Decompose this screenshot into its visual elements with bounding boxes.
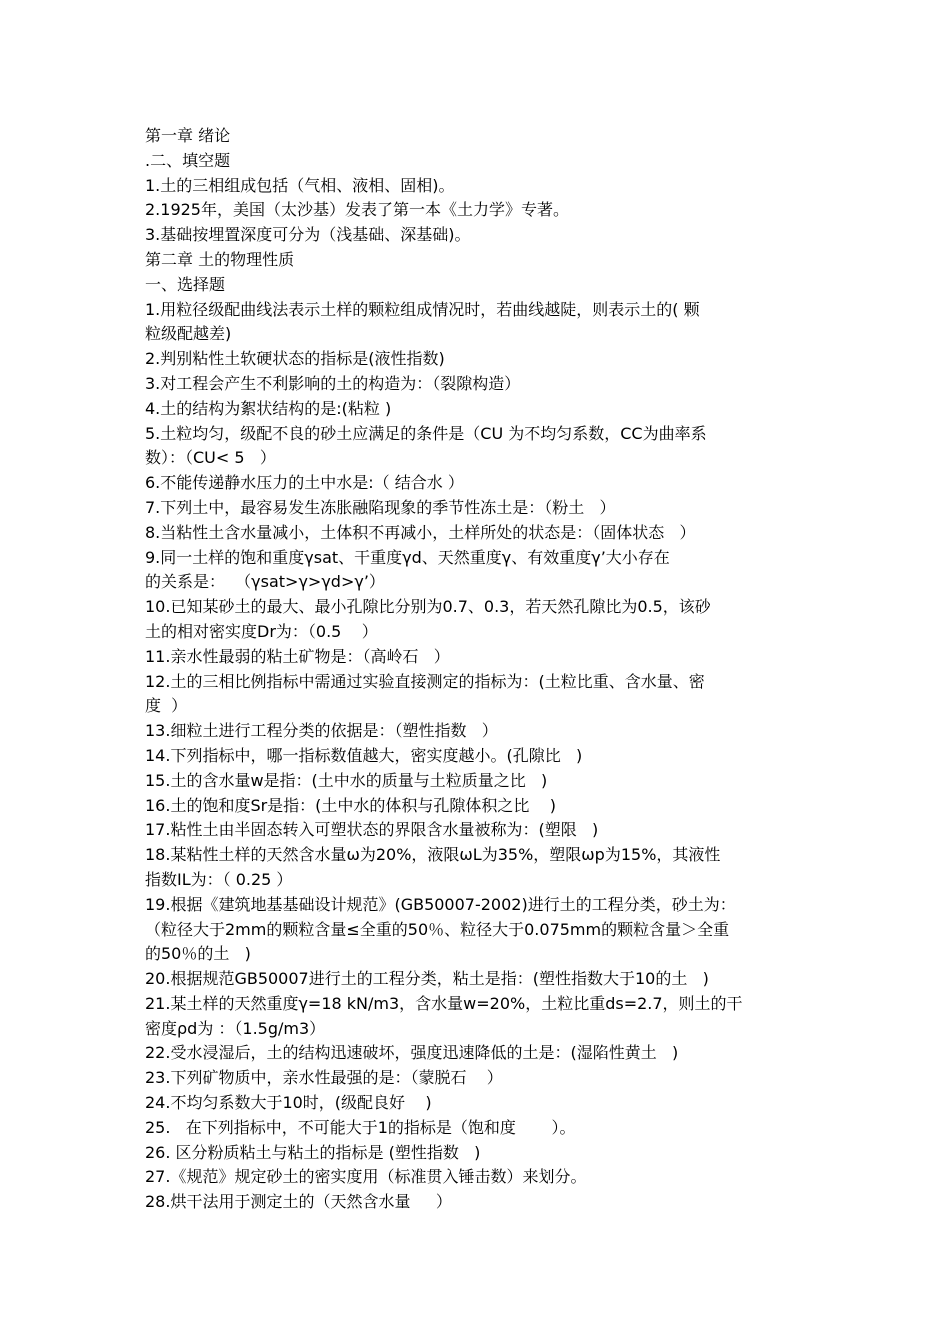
chapter-2-title: 第二章 土的物理性质: [145, 249, 295, 269]
text-line: 4.土的结构为絮状结构的是:(粘粒 ): [145, 398, 392, 418]
text-line: 16.土的饱和度Sr是指：(土中水的体积与孔隙体积之比 ): [145, 795, 557, 815]
text-line: 3.对工程会产生不利影响的土的构造为：（裂隙构造）: [145, 373, 521, 393]
text-line: 28.烘干法用于测定土的（天然含水量 ）: [145, 1192, 452, 1212]
text-line: 21.某土样的天然重度γ=18 kN/m3，含水量w=20%，土粒比重ds=2.7，则土的干: [145, 993, 743, 1013]
text-line: 25. 在下列指标中，不可能大于1的指标是（饱和度 ）。: [145, 1117, 576, 1137]
text-line: 11.亲水性最弱的粘土矿物是：（高岭石 ）: [145, 646, 450, 666]
text-line: 22.受水浸湿后，土的结构迅速破坏，强度迅速降低的土是：(湿陷性黄土 ): [145, 1043, 679, 1063]
section-fill-blank-heading: .二、填空题: [145, 150, 231, 170]
text-line: 3.基础按埋置深度可分为（浅基础、深基础)。: [145, 225, 471, 245]
text-line: 指数IL为：（ 0.25 ）: [145, 869, 293, 889]
text-line: 7.下列土中，最容易发生冻胀融陷现象的季节性冻土是：（粉土 ）: [145, 497, 616, 517]
text-line: 1.用粒径级配曲线法表示土样的颗粒组成情况时，若曲线越陡，则表示土的( 颗: [145, 299, 700, 319]
text-line: 8.当粘性土含水量减小，土体积不再减小，土样所处的状态是：（固体状态 ）: [145, 522, 696, 542]
text-line: 19.根据《建筑地基基础设计规范》(GB50007-2002)进行土的工程分类，砂土为：: [145, 894, 736, 914]
text-line: 土的相对密实度Dr为：（0.5 ）: [145, 621, 378, 641]
text-line: 度 ）: [145, 696, 188, 716]
text-line: 1.土的三相组成包括（气相、液相、固相)。: [145, 175, 455, 195]
text-line: 23.下列矿物质中，亲水性最强的是：（蒙脱石 ）: [145, 1068, 503, 1088]
text-line: 26. 区分粉质粘土与粘土的指标是 (塑性指数 ): [145, 1142, 481, 1162]
text-line: 14.下列指标中，哪一指标数值越大，密实度越小。(孔隙比 ): [145, 745, 583, 765]
text-line: 5.土粒均匀，级配不良的砂土应满足的条件是（CU 为不均匀系数，CC为曲率系: [145, 423, 707, 443]
text-line: 6.不能传递静水压力的土中水是:（ 结合水 ）: [145, 473, 464, 493]
text-line: 15.土的含水量w是指：(土中水的质量与土粒质量之比 ): [145, 770, 548, 790]
text-line: 13.细粒土进行工程分类的依据是：（塑性指数 ）: [145, 721, 498, 741]
text-line: 18.某粘性土样的天然含水量ω为20%，液限ωL为35%，塑限ωp为15%，其液性: [145, 845, 721, 865]
text-line: 粒级配越差): [145, 324, 232, 344]
text-line: 密度ρd为 ：（1.5g/m3）: [145, 1018, 326, 1038]
section-choice-heading: 一、选择题: [145, 274, 226, 294]
text-line: 24.不均匀系数大于10时，(级配良好 ): [145, 1093, 432, 1113]
text-line: 的关系是： （γsat>γ>γd>γ’）: [145, 572, 385, 592]
text-line: 2.判别粘性土软硬状态的指标是(液性指数): [145, 349, 445, 369]
text-line: 10.已知某砂土的最大、最小孔隙比分别为0.7、0.3，若天然孔隙比为0.5，该砂: [145, 597, 711, 617]
text-line: 12.土的三相比例指标中需通过实验直接测定的指标为：(土粒比重、含水量、密: [145, 671, 705, 691]
text-line: 9.同一土样的饱和重度γsat、干重度γd、天然重度γ、有效重度γ’大小存在: [145, 547, 670, 567]
text-line: 20.根据规范GB50007进行土的工程分类，粘土是指：(塑性指数大于10的土 ): [145, 969, 709, 989]
text-line: 数）：（CU< 5 ）: [145, 448, 276, 468]
text-line: （粒径大于2mm的颗粒含量≤全重的50％、粒径大于0.075mm的颗粒含量＞全重: [145, 919, 730, 939]
text-line: 17.粘性土由半固态转入可塑状态的界限含水量被称为：(塑限 ): [145, 820, 599, 840]
chapter-1-title: 第一章 绪论: [145, 126, 231, 145]
text-line: 2.1925年，美国（太沙基）发表了第一本《土力学》专著。: [145, 200, 569, 220]
text-line: 27.《规范》规定砂土的密实度用（标准贯入锤击数）来划分。: [145, 1167, 587, 1187]
text-line: 的50％的土 ): [145, 944, 251, 964]
